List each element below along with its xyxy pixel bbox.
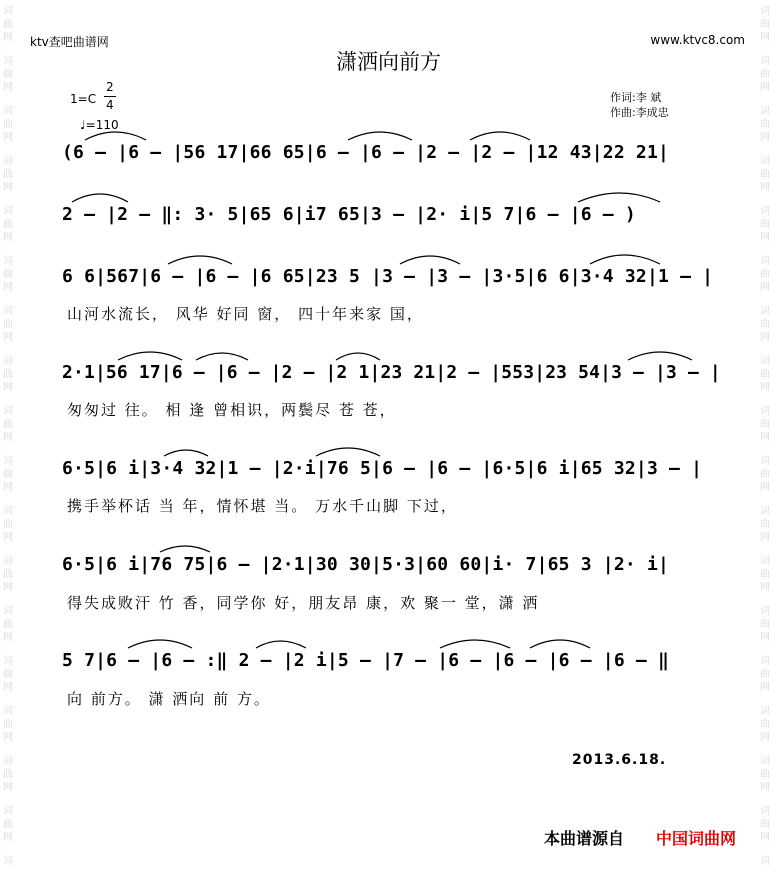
watermark-glyph: 曲 — [760, 469, 770, 480]
watermark-glyph: 词 — [3, 156, 13, 167]
watermark-glyph: 曲 — [760, 419, 770, 430]
watermark-glyph: 词 — [760, 856, 770, 867]
watermark-glyph: 词 — [760, 256, 770, 267]
watermark-glyph: 网 — [760, 432, 770, 443]
watermark-glyph: 曲 — [760, 569, 770, 580]
watermark-glyph: 曲 — [3, 819, 13, 830]
watermark-glyph: 曲 — [760, 769, 770, 780]
watermark-glyph: 词 — [760, 156, 770, 167]
key-signature: 1=C — [70, 92, 97, 106]
watermark-glyph: 词 — [3, 756, 13, 767]
watermark-glyph: 网 — [760, 332, 770, 343]
watermark-glyph: 网 — [3, 82, 13, 93]
watermark-glyph: 曲 — [3, 769, 13, 780]
watermark-glyph: 网 — [3, 182, 13, 193]
site-left-label: ktv查吧曲谱网 — [30, 35, 109, 49]
watermark-glyph: 词 — [3, 356, 13, 367]
watermark-glyph: 词 — [760, 356, 770, 367]
date-stamp: 2013.6.18. — [572, 752, 667, 768]
watermark-glyph: 网 — [3, 432, 13, 443]
watermark-glyph: 曲 — [760, 819, 770, 830]
watermark-glyph: 词 — [3, 806, 13, 817]
watermark-glyph: 曲 — [3, 169, 13, 180]
watermark-glyph: 曲 — [760, 369, 770, 380]
watermark-glyph: 词 — [760, 56, 770, 67]
watermark-glyph: 网 — [3, 532, 13, 543]
watermark-glyph: 网 — [3, 32, 13, 43]
watermark-glyph: 词 — [760, 756, 770, 767]
watermark-glyph: 词 — [3, 706, 13, 717]
watermark-glyph: 词 — [760, 456, 770, 467]
watermark-glyph: 曲 — [3, 119, 13, 130]
watermark-glyph: 曲 — [760, 69, 770, 80]
watermark-glyph: 词 — [3, 506, 13, 517]
watermark-glyph: 曲 — [3, 419, 13, 430]
watermark-glyph: 词 — [760, 556, 770, 567]
watermark-glyph: 词 — [760, 206, 770, 217]
site-right-url: www.ktvc8.com — [650, 33, 745, 47]
watermark-glyph: 网 — [3, 382, 13, 393]
watermark-glyph: 网 — [3, 282, 13, 293]
watermark-glyph: 网 — [760, 532, 770, 543]
watermark-glyph: 曲 — [760, 219, 770, 230]
watermark-glyph: 词 — [3, 306, 13, 317]
watermark-glyph: 网 — [760, 382, 770, 393]
watermark-glyph: 网 — [760, 582, 770, 593]
score-line-3: 6 6|567|6 – |6 – |6 65|23 5 |3 – |3 – |3·5|6 6|3·4 32|1 – | — [62, 266, 714, 287]
time-signature-bottom: 4 — [106, 98, 114, 112]
watermark-glyph: 网 — [3, 632, 13, 643]
watermark-glyph: 网 — [760, 32, 770, 43]
watermark-glyph: 词 — [3, 206, 13, 217]
watermark-glyph: 网 — [760, 782, 770, 793]
watermark-glyph: 词 — [760, 6, 770, 17]
watermark-glyph: 网 — [3, 332, 13, 343]
watermark-glyph: 曲 — [760, 19, 770, 30]
watermark-glyph: 网 — [3, 832, 13, 843]
watermark-glyph: 曲 — [3, 719, 13, 730]
watermark-glyph: 网 — [760, 682, 770, 693]
watermark-glyph: 词 — [3, 406, 13, 417]
watermark-glyph: 网 — [3, 732, 13, 743]
watermark-glyph: 词 — [3, 106, 13, 117]
watermark-glyph: 曲 — [3, 619, 13, 630]
watermark-glyph: 网 — [760, 132, 770, 143]
source-label: 本曲谱源自 — [544, 829, 625, 848]
watermark-glyph: 曲 — [3, 669, 13, 680]
watermark-glyph: 词 — [3, 856, 13, 867]
watermark-glyph: 网 — [760, 632, 770, 643]
watermark-glyph: 词 — [3, 256, 13, 267]
watermark-glyph: 网 — [3, 482, 13, 493]
watermark-glyph: 曲 — [760, 669, 770, 680]
watermark-glyph: 曲 — [3, 569, 13, 580]
watermark-glyph: 曲 — [760, 169, 770, 180]
watermark-glyph: 曲 — [3, 19, 13, 30]
tempo-marking: ♩=110 — [80, 118, 119, 132]
watermark-glyph: 词 — [760, 806, 770, 817]
watermark-glyph: 曲 — [760, 269, 770, 280]
watermark-glyph: 网 — [760, 732, 770, 743]
watermark-glyph: 网 — [3, 132, 13, 143]
watermark-glyph: 曲 — [760, 619, 770, 630]
watermark-glyph: 曲 — [760, 319, 770, 330]
watermark-glyph: 网 — [760, 232, 770, 243]
lyrics-line-6: 得失成败汗 竹 香，同学你 好，朋友昂 康，欢 聚一 堂，潇 洒 — [67, 594, 540, 612]
watermark-glyph: 词 — [3, 56, 13, 67]
score-line-7: 5 7|6 – |6 – :‖ 2 – |2 i|5 – |7 – |6 – |6 – |6 – |6 – ‖ — [62, 650, 670, 671]
watermark-glyph: 词 — [760, 106, 770, 117]
score-line-1: (6 – |6 – |56 17|66 65|6 – |6 – |2 – |2 – |12 43|22 21| — [62, 142, 670, 163]
song-title: 潇洒向前方 — [336, 50, 441, 74]
time-signature-top: 2 — [106, 80, 114, 94]
watermark-glyph: 网 — [3, 582, 13, 593]
watermark-glyph: 曲 — [3, 319, 13, 330]
watermark-glyph: 词 — [760, 506, 770, 517]
watermark-glyph: 曲 — [3, 519, 13, 530]
watermark-glyph: 词 — [3, 556, 13, 567]
score-line-6: 6·5|6 i|76 75|6 – |2·1|30 30|5·3|60 60|i· 7|65 3 |2· i| — [62, 554, 670, 575]
watermark-glyph: 词 — [3, 606, 13, 617]
watermark-glyph: 网 — [3, 782, 13, 793]
watermark-glyph: 词 — [3, 6, 13, 17]
watermark-glyph: 曲 — [3, 219, 13, 230]
watermark-glyph: 曲 — [3, 369, 13, 380]
score-line-2: 2 – |2 – ‖: 3· 5|65 6|i7 65|3 – |2· i|5 7|6 – |6 – ) — [62, 204, 636, 225]
watermark-glyph: 曲 — [3, 69, 13, 80]
score-line-4: 2·1|56 17|6 – |6 – |2 – |2 1|23 21|2 – |553|23 54|3 – |3 – | — [62, 362, 721, 383]
watermark-glyph: 曲 — [3, 469, 13, 480]
watermark-glyph: 网 — [760, 182, 770, 193]
lyrics-line-3: 山河水流长， 风华 好同 窗， 四十年来家 国， — [67, 305, 424, 323]
composer: 作曲:李成忠 — [610, 106, 669, 119]
watermark-glyph: 网 — [3, 232, 13, 243]
lyrics-line-4: 匆匆过 往。 相 逢 曾相识，两鬓尽 苍 苍， — [67, 401, 397, 419]
watermark-glyph: 网 — [760, 282, 770, 293]
lyrics-line-7: 向 前方。 潇 洒向 前 方。 — [67, 690, 271, 708]
source-name: 中国词曲网 — [656, 829, 737, 848]
watermark-glyph: 曲 — [3, 269, 13, 280]
watermark-glyph: 网 — [760, 482, 770, 493]
watermark-glyph: 词 — [760, 306, 770, 317]
watermark-glyph: 词 — [760, 606, 770, 617]
watermark-glyph: 网 — [760, 832, 770, 843]
score-line-5: 6·5|6 i|3·4 32|1 – |2·i|76 5|6 – |6 – |6·5|6 i|65 32|3 – | — [62, 458, 703, 479]
watermark-glyph: 曲 — [760, 719, 770, 730]
lyricist: 作词:李 斌 — [610, 91, 662, 104]
watermark-glyph: 词 — [760, 406, 770, 417]
watermark-glyph: 曲 — [760, 119, 770, 130]
watermark-glyph: 词 — [3, 456, 13, 467]
watermark-glyph: 词 — [3, 656, 13, 667]
watermark-glyph: 曲 — [760, 519, 770, 530]
watermark-glyph: 词 — [760, 656, 770, 667]
watermark-glyph: 词 — [760, 706, 770, 717]
lyrics-line-5: 携手举杯话 当 年，情怀堪 当。 万水千山脚 下过， — [67, 497, 458, 515]
watermark-glyph: 网 — [3, 682, 13, 693]
watermark-glyph: 网 — [760, 82, 770, 93]
